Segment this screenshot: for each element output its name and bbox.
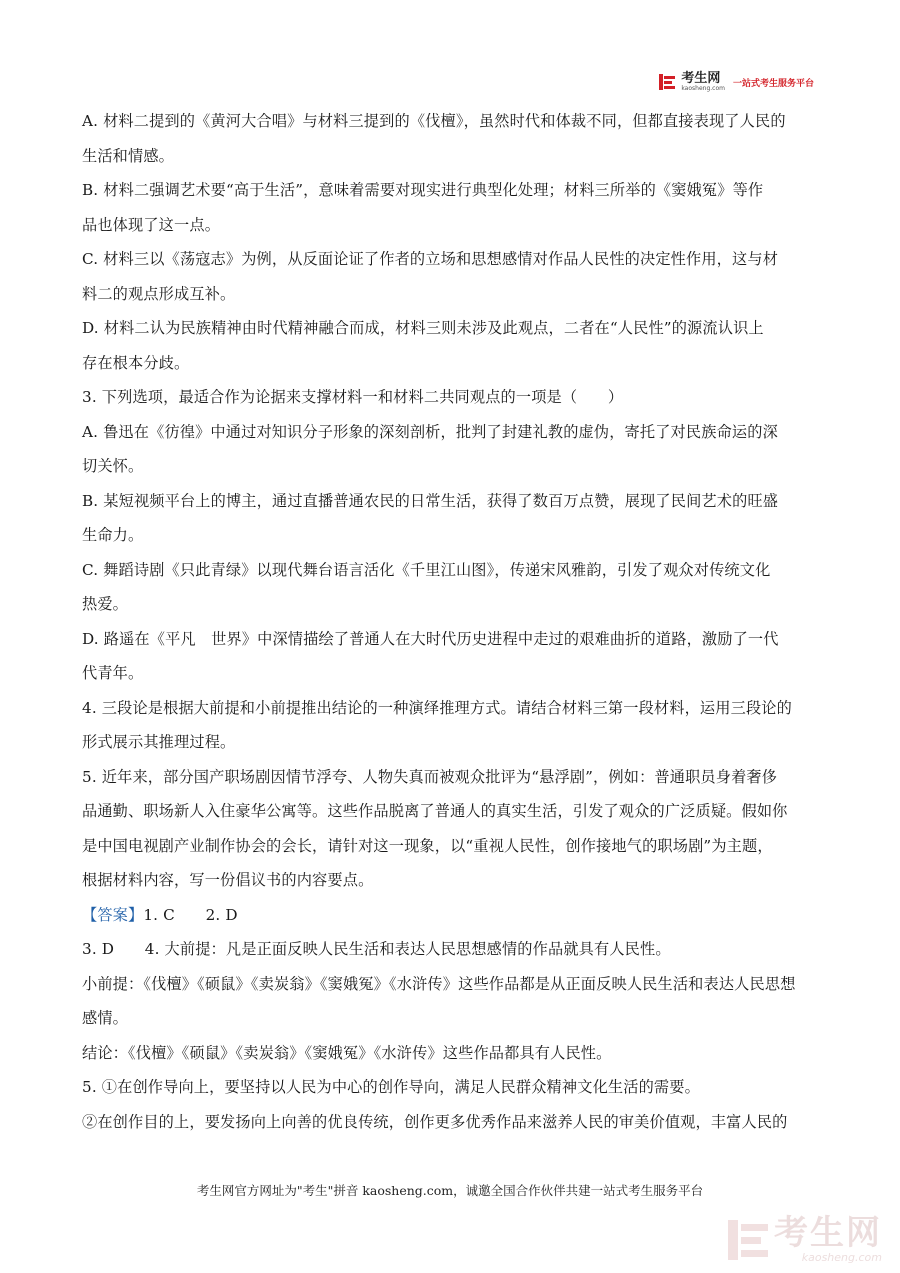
kaosheng-logo-icon bbox=[659, 74, 675, 90]
text-line: 存在根本分歧。 bbox=[82, 353, 190, 372]
answer-line bbox=[82, 898, 820, 933]
question-3: 3. 下列选项，最适合作为论据来支撑材料一和材料二共同观点的一项是（ ） bbox=[82, 388, 624, 406]
text-line: A. 鲁迅在《彷徨》中通过对知识分子形象的深刻剖析，批判了封建礼教的虚伪，寄托了对民族命运的深 bbox=[82, 422, 778, 441]
text-line: 品也体现了这一点。 bbox=[82, 215, 221, 234]
text-line: A. 材料二提到的《黄河大合唱》与材料三提到的《伐檀》，虽然时代和体裁不同，但都直接表现了人民的 bbox=[82, 112, 786, 130]
watermark-domain: kaosheng.com bbox=[801, 1251, 882, 1264]
answer-text-line: ②在创作目的上，要发扬向上向善的优良传统，创作更多优秀作品来滋养人民的审美价值观，丰富人民的 bbox=[82, 1112, 788, 1131]
answer-text-line: 感情。 bbox=[82, 1009, 129, 1027]
header-logo bbox=[659, 72, 814, 92]
watermark bbox=[728, 1213, 882, 1264]
watermark-name: 考生网 bbox=[774, 1213, 882, 1253]
logo-name: 考生网 bbox=[681, 71, 721, 86]
text-line: C. 舞蹈诗剧《只此青绿》以现代舞台语言活化《千里江山图》，传递宋风雅韵，引发了观众对传统文化 bbox=[82, 560, 771, 579]
text-line: B. 材料二强调艺术要“高于生活”，意味着需要对现实进行典型化处理；材料三所举的《窦娥冤》等作 bbox=[82, 181, 764, 199]
answer-first: 1. C 2. D bbox=[143, 905, 238, 924]
text-line: D. 路遥在《平凡 世界》中深情描绘了普通人在大时代历史进程中走过的艰难曲折的道路，激励了一代 bbox=[82, 629, 779, 648]
question-5: 5. 近年来，部分国产职场剧因情节浮夸、人物失真而被观众批评为“悬浮剧”，例如：普通职员身着奢侈 bbox=[82, 767, 778, 786]
answer-text-line: 3. D 4. 大前提：凡是正面反映人民生活和表达人民思想感情的作品就具有人民性。 bbox=[82, 940, 671, 958]
watermark-logo-icon bbox=[728, 1220, 768, 1260]
text-line: 切关怀。 bbox=[82, 457, 144, 475]
answer-text-line: 小前提：《伐檀》《硕鼠》《卖炭翁》《窦娥冤》《水浒传》这些作品都是从正面反映人民生活和表达人民思想 bbox=[82, 974, 796, 993]
document-body bbox=[82, 104, 820, 1139]
logo-domain: kaosheng.com bbox=[681, 85, 725, 92]
watermark-text bbox=[774, 1213, 882, 1264]
text-line: 是中国电视剧产业制作协会的会长，请针对这一现象，以“重视人民性，创作接地气的职场剧”为主题， bbox=[82, 836, 773, 855]
text-line: 热爱。 bbox=[82, 595, 129, 613]
logo-brand bbox=[681, 72, 725, 92]
page-footer: 考生网官方网址为"考生"拼音 kaosheng.com，诚邀全国合作伙伴共建一站式考生服务平台 bbox=[196, 1183, 704, 1198]
answer-text-line: 结论：《伐檀》《硕鼠》《卖炭翁》《窦娥冤》《水浒传》这些作品都具有人民性。 bbox=[82, 1043, 612, 1062]
answer-tag: 【答案】 bbox=[82, 905, 144, 924]
text-line: 代青年。 bbox=[82, 664, 144, 682]
text-line: B. 某短视频平台上的博主，通过直播普通农民的日常生活，获得了数百万点赞，展现了民间艺术的旺盛 bbox=[82, 491, 779, 510]
text-line: C. 材料三以《荡寇志》为例，从反面论证了作者的立场和思想感情对作品人民性的决定性作用，这与材 bbox=[82, 250, 779, 268]
text-line: 品通勤、职场新人入住豪华公寓等。这些作品脱离了普通人的真实生活，引发了观众的广泛质疑。假如你 bbox=[82, 802, 788, 820]
logo-slogan: 一站式考生服务平台 bbox=[732, 78, 814, 89]
text-line: 生活和情感。 bbox=[82, 146, 175, 165]
text-line: 生命力。 bbox=[82, 526, 144, 544]
text-line: 根据材料内容，写一份倡议书的内容要点。 bbox=[82, 871, 374, 889]
text-line: 形式展示其推理过程。 bbox=[82, 733, 236, 751]
answer-text-line: 5. ①在创作导向上，要坚持以人民为中心的创作导向，满足人民群众精神文化生活的需要。 bbox=[82, 1078, 700, 1096]
text-line: 料二的观点形成互补。 bbox=[82, 284, 236, 303]
text-line: D. 材料二认为民族精神由时代精神融合而成，材料三则未涉及此观点，二者在“人民性”的源流认识上 bbox=[82, 319, 764, 337]
question-4: 4. 三段论是根据大前提和小前提推出结论的一种演绎推理方式。请结合材料三第一段材料，运用三段论的 bbox=[82, 698, 792, 717]
